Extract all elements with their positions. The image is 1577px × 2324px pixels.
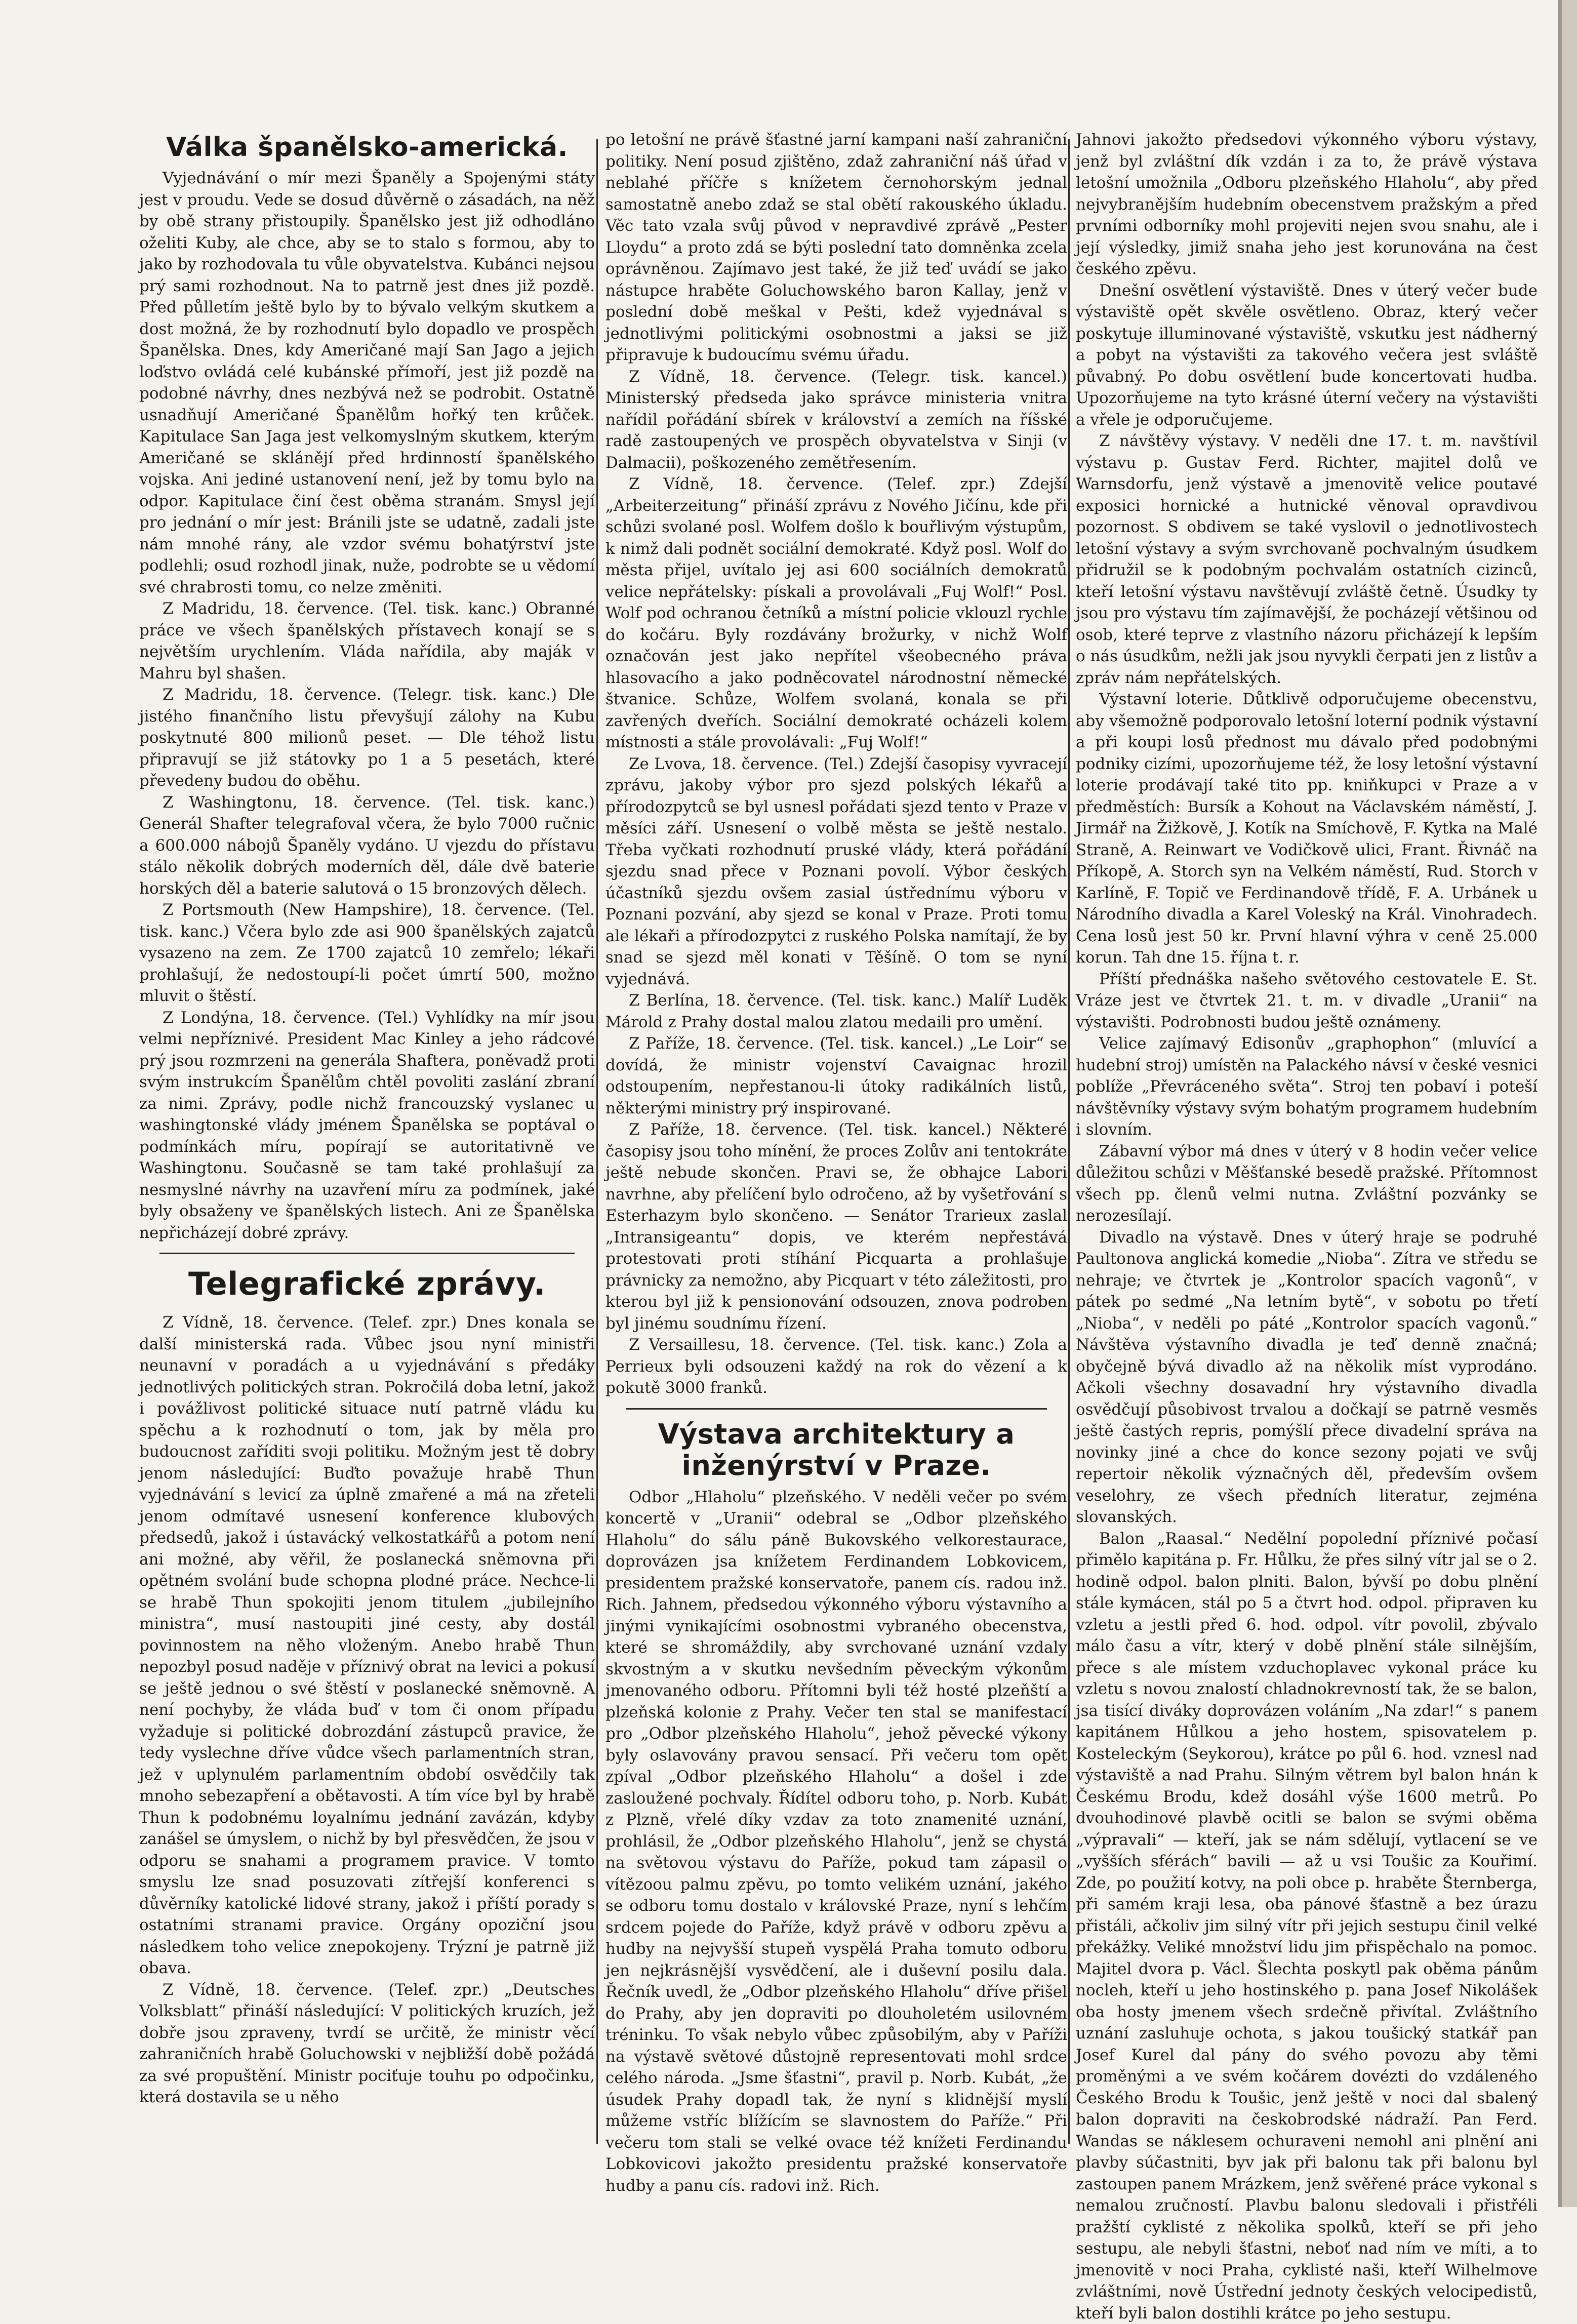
- column-rule-2: [1068, 139, 1070, 2144]
- article-paragraph: Divadlo na výstavě. Dnes v úterý hraje se podruhé Paultonova anglická komedie „Nioba“. Zítra ve středu se nehraje; ve čtvrtek je „Kontrolor spacích vagonů“, v pátek po sedmé „Na letním bytě“, v sobotu po třetí „Nioba“, v neděli po páté „Kontrolor spacích vagonů.“ Návštěva výstavního divadla je teď denně značná; obyčejně bývá divadlo až na několik míst vyprodáno. Ačkoli všechny dosavadní hry výstavního divadla osvědčují působivost trvalou a dočkají se patrně vesměs ještě častých repris, pomýšlí přece divadelní správa na novinky jiné a chce do konce sezony pojati ve svůj repertoir několik význačných děl, především ovšem veselohry, ze všech předních literatur, zejména slovanských.: [1076, 1227, 1538, 1528]
- section-divider: [626, 1408, 1047, 1410]
- section-divider: [159, 1253, 575, 1254]
- article-telegrams-continued: [605, 129, 1067, 1399]
- article-paragraph: Ze Lvova, 18. července. (Tel.) Zdejší časopisy vyvracejí zprávu, jakoby výbor pro sjezd polských lékařů a přírodozpytců se byl usnesl pořádati sjezd tento v Praze v měsíci září. Usnesení o volbě města se ještě nestalo. Třeba vyčkati rozhodnutí pruské vlády, která pořádání sjezdu snad přece v Poznani povolí. Výbor českých účastníků sjezdu ovšem zasial ústřednímu výboru v Poznani pozvání, aby sjezd se konal v Praze. Proti tomu ale lékaři a přírodozpytci z ruského Polska namítají, že by snad se sjezd měl konati v Těšíně. O tom se nyní vyjednává.: [605, 753, 1067, 990]
- article-paragraph: Z Vídně, 18. července. (Telef. zpr.) Dnes konala se další ministerská rada. Vůbec jsou nyní ministři neunavní v poradách a u vyjednávání s předáky jednotlivých politických stran. Pokročilá doba letní, jakož i povážlivost politické situace nutí patrně vládu ku spěchu a k rozhodnutí o tom, jak by měla pro budoucnost zaříditi svoji politiku. Možným jest tě dobry jenom následující: Buďto považuje hrabě Thun vyjednávání s levicí za úplně zmařené a má na zřeteli jenom odmítavé usnesení konference klubových předsedů, jakož i ústavácký velkostatkářů a potom není ani možné, aby věřil, že poslanecká sněmovna při opětném svolání bude schopna plodné práce. Nechce-li se hrabě Thun spokojiti jenom titulem „jubilejního ministra“, musí nastoupiti jiné cesty, aby dostál povinnostem na něho vloženým. Anebo hrabě Thun nepozbyl posud naděje v příznivý obrat na levici a pokusí se ještě jednou o své štěstí v poslanecké sněmovně. A není pochyby, že vláda buď v tom či onom případu vyžaduje si politické dobrozdání zástupců pravice, že tedy vyslechne dříve vůdce všech parlamentních stran, jež v uplynulém parlamentním období osvědčily tak mnoho sebezapření a obětavosti. A tím více byl by hrabě Thun k podobnému loyalnímu jednání zavázán, kdyby zanášel se úmyslem, o nichž by byl přesvědčen, že jsou v odporu se snahami a programem pravice. V tomto smyslu lze snad posuzovati zítřejší konferenci s důvěrníky katolické lidové strany, jakož i příští porady s ostatními stranami pravice. Orgány opoziční jsou následkem toho velice znepokojeny. Trýzní je patrně již obava.: [139, 1312, 595, 1979]
- article-paragraph: Příští přednáška našeho světového cestovatele E. St. Vráze jest ve čtvrtek 21. t. m. v divadle „Uranii“ na výstavišti. Podrobnosti budou ještě oznámeny.: [1076, 969, 1538, 1033]
- article-paragraph: Z Washingtonu, 18. července. (Tel. tisk. kanc.) Generál Shafter telegrafoval včera, že bylo 7000 ručnic a 600.000 nábojů Španěly vydáno. U vjezdu do přístavu stálo několik dobrých moderních děl, dále dvě baterie horských děl a baterie salutová o 15 bronzových dělech.: [139, 792, 595, 900]
- article-paragraph: Z Paříže, 18. července. (Tel. tisk. kancel.) Některé časopisy jsou toho mínění, že proces Zolův ani tentokráte ještě nebude skončen. Pravi se, že obhajce Labori navrhne, aby přelíčení bylo odročeno, až by vyšetřování s Esterhazym bylo skončeno. — Senátor Trarieux zaslal „Intransigeantu“ dopis, ve kterém nepřestává protestovati proti stíhání Picquarta a prohlašuje právnicky za nemožno, aby Picquart v této záležitosti, pro kterou byl již k pensionování odsouzen, znova podroben byl jinému soudnímu řízení.: [605, 1119, 1067, 1334]
- article-paragraph: Odbor „Hlaholu“ plzeňského. V neděli večer po svém koncertě v „Uranii“ odebral se „Odbor plzeňského Hlaholu“ do sálu páně Bukovského velkorestaurace, doprovázen jsa knížetem Ferdinandem Lobkovicem, presidentem pražské konservatoře, panem cís. radou inž. Rich. Jahnem, předsedou výkonného výboru výstavního a jinými vynikajícími osobnostmi vybraného obecenstva, které se shromáždily, aby svrchované uznání vzdaly skvostným a v skutku nevšedním pěveckým výkonům jmenovaného odboru. Přítomni byli též hosté plzeňští a plzeňská kolonie z Prahy. Večer ten stal se manifestací pro „Odbor plzeňského Hlaholu“, jehož pěvecké výkony byly oslavovány pravou sensací. Při večeru tom opět zpíval „Odbor plzeňského Hlaholu“ a došel i zde zasloužené pochvaly. Řídítel odboru toho, p. Norb. Kubát z Plzně, vřelé díky vzdav za toto znamenité uznání, prohlásil, že „Odbor plzeňského Hlaholu“, jenž se chystá na světovou výstavu do Paříže, pokud tam zápasil o vítězoou palmu zpěvu, po tomto velikém uznání, jakého se odboru tomu dostalo v královské Praze, nyní s lehčím srdcem pojede do Paříže, když právě v odboru zpěvu a hudby na nejvyšší stupeň vyspělá Praha tomuto odboru jen nejkrásnější vysvědčení, ale i duševní posilu dala. Řečník uvedl, že „Odbor plzeňského Hlaholu“ dříve přišel do Prahy, aby jen dopraviti po dlouholetém usilovném tréninku. To však nebylo vůbec způsobilým, aby v Paříži na výstavě světové důstojně representovati mohl srdce celého národa. „Jsme šťastni“, pravil p. Norb. Kubát, „že úsudek Prahy dopadl tak, že nyní s klidnější myslí můžeme vstříc blížícím se slavnostem do Paříže.“ Při večeru tom stali se velké ovace též knížeti Ferdinandu Lobkovicovi jakožto presidentu pražské konservatoře hudby a panu cís. radovi inž. Rich.: [605, 1487, 1067, 2197]
- article-exhibition: [605, 1419, 1067, 2197]
- binding-strip: [1562, 0, 1577, 2207]
- article-paragraph: Z Madridu, 18. července. (Tel. tisk. kanc.) Obranné práce ve všech španělských přístavech konají se s největším urychlením. Vláda nařídila, aby maják v Mahru byl shašen.: [139, 598, 595, 684]
- article-paragraph: Vyjednávání o mír mezi Španěly a Spojenými státy jest v proudu. Vede se dosud důvěrně o zásadách, na něž by obě strany přistoupily. Španělsko jest již odhodláno oželiti Kuby, ale chce, aby se to stalo s formou, aby to jako by rozhodovala tu vůle obyvatelstva. Kubánci nejsou prý sami rozhodnout. Na to patrně jest dnes již pozdě. Před půlletím ještě bylo by to bývalo velkým skutkem a dost možná, že by rozhodnutí bylo dopadlo ve prospěch Španělska. Dnes, kdy Američané mají San Jago a jejich loďstvo ovládá celé kubánské přímoří, jest již pozdě na podobné návrhy, dnes nezbývá než se podrobit. Ostatně usnadňují Američané Španělům hořký ten krůček. Kapitulace San Jaga jest velkomyslným skutkem, kterým Američané se sklánějí před hrdinností španělského vojska. Ani jediné ustanovení není, jež by tomu bylo na odpor. Kapitulace činí čest oběma stranám. Smysl její pro jednání o mír jest: Bránili jste se udatně, zadali jste nám mnohé rány, ale vzdor svému bohatýrství jste podlehli; osud rozhodl jinak, nuže, podrobte se u vědomí své chrabrosti tomu, co nelze změniti.: [139, 168, 595, 598]
- article-paragraph: Z Paříže, 18. července. (Tel. tisk. kancel.) „Le Loir“ se dovídá, že ministr vojenství Cavaignac hrozil odstoupením, nepřestanou-li útoky radikálních listů, některými ministry prý inspirované.: [605, 1033, 1067, 1119]
- column-3: [1076, 129, 1538, 2149]
- article-title: Telegrafické zprávy.: [139, 1265, 595, 1303]
- article-title: Válka španělsko-americká.: [139, 132, 595, 163]
- article-paragraph: Dnešní osvětlení výstaviště. Dnes v úterý večer bude výstaviště opět skvěle osvětleno. Obraz, který večer poskytuje illuminované výstaviště, vskutku jest nádherný a pobyt na výstavišti za takového večera jest svláště půvabný. Po dobu osvětlení bude koncertovati hudba. Upozorňujeme na tyto krásné úterní večery na výstavišti a vřele je odporučujeme.: [1076, 280, 1538, 431]
- article-paragraph: Z Versaillesu, 18. července. (Tel. tisk. kanc.) Zola a Perrieux byli odsouzeni každý na rok do vězení a k pokutě 3000 franků.: [605, 1334, 1067, 1399]
- article-paragraph: Velice zajímavý Edisonův „graphophon“ (mluvící a hudební stroj) umístěn na Palackého návsí v české vesnici poblíže „Převráceného světa“. Stroj ten pobaví i poteší návštěvníky výstavy svým bohatým programem hudebním i slovním.: [1076, 1033, 1538, 1141]
- article-paragraph: Z návštěvy výstavy. V neděli dne 17. t. m. navštívil výstavu p. Gustav Ferd. Richter, majitel dolů ve Warnsdorfu, jenž výstavě a jmenovitě velice poutavé exposici hornické a hutnické věnoval opravdivou pozornost. S obdivem se také vyslovil o jednotlivostech letošní výstavy a svým svrchovaně pochvalným úsudkem přidružil se k podobným pochvalám ostatních cizinců, kteří letošní výstavu navštěvují zvláště četně. Úsudky ty jsou pro výstavu tím zajímavější, že pocházejí většinou od osob, které teprve z vlastního názoru přicházejí k lepším o nás úsudkům, nežli jak jsou nyvykli čerpati jen z listův a zpráv nám nepřátelských.: [1076, 430, 1538, 689]
- column-1: [139, 129, 595, 2149]
- article-paragraph: Z Vídně, 18. července. (Telef. zpr.) „Deutsches Volksblatt“ přináší následující: V politických kruzích, jež dobře jsou zpraveny, tvrdí se určitě, že ministr věcí zahraničních hrabě Goluchowski v nejbližší době požádá za své propuštění. Ministr pociťuje touhu po odpočinku, která dostavila se u něho: [139, 1979, 595, 2108]
- article-paragraph: Z Berlína, 18. července. (Tel. tisk. kanc.) Malíř Luděk Márold z Prahy dostal malou zlatou medaili pro umění.: [605, 990, 1067, 1033]
- article-exhibition-continued: [1076, 129, 1538, 2324]
- article-paragraph: Z Vídně, 18. července. (Telef. zpr.) Zdejší „Arbeiterzeitung“ přináší zprávu z Nového Jičínu, kde při schůzi svolané posl. Wolfem došlo k bouřlivým výstupům, k nimž dali podnět sociální demokraté. Když posl. Wolf do města přijel, uvítalo jej asi 600 sociálních demokratů velice nepřátelsky: pískali a provolávali „Fuj Wolf!“ Posl. Wolf pod ochranou četníků a místní policie vklouzl rychle do kočáru. Byly rozdávány brožurky, v nichž Wolf označován jest jako nepřítel všeobecného práva hlasovacího a jako podněcovatel národnostní německé štvanice. Schůze, Wolfem svolaná, konala se při zavřených dveřích. Sociální demokraté ocházeli kolem místnosti a stále provolávali: „Fuj Wolf!“: [605, 473, 1067, 753]
- article-paragraph: po letošní ne právě šťastné jarní kampani naší zahraniční politiky. Není posud zjištěno, zdaž zahraniční náš úřad v neblahé příčře s knížetem černohorským jednal samostatně anebo zdaž se stal obětí rakouského úkladu. Věc tato vzala svůj původ v nepravdivé zprávě „Pester Lloydu“ a proto zdá se býti poslední tato domněnka zcela oprávněnou. Zajímavo jest také, že již teď uvádí se jako nástupce hraběte Goluchowského baron Kallay, jenž v poslední době meškal v Pešti, kdež vyjednával s jednotlivými politickými osobnostmi a jaksi se již připravuje k budoucímu svému úřadu.: [605, 129, 1067, 366]
- article-paragraph: Balon „Raasal.“ Nedělní popolední příznivé počasí přimělo kapitána p. Fr. Hůlku, že přes silný vítr jal se o 2. hodině odpol. balon plniti. Balon, bývší po dobu plnění stále kymácen, stál po 5 a čtvrt hod. odpol. připraven ku vzletu a jestli před 6. hod. odpol. vítr povolil, zbývalo málo času a vítr, který v době plnění stále silnějším, přece s ale místem vzduchoplavec vykonal práce ku vzletu s novou znalostí chladnokrevností tak, že se balon, jsa tisící diváky doprovázen voláním „Na zdar!“ s panem kapitánem Hůlkou a jeho hostem, spisovatelem p. Kosteleckým (Seykorou), krátce po půl 6. hod. vznesl nad výstaviště a nad Prahu. Silným větrem byl balon hnán k Českému Brodu, kdež dosáhl výše 1600 metrů. Po dvouhodinové plavbě ocitli se balon se svými oběma „výpravali“ — kteří, jak se nám sdělují, vytlacení se ve „vyšších sférách“ bavili — až u vsi Toušic za Kouřimí. Zde, po použití kotvy, na poli obce p. hraběte Šternberga, při samém kraji lesa, oba pánové šťastně a bez úrazu přistáli, ačkoliv jim silný vítr při jejich sestupu činil velké překážky. Veliké množství lidu jim přispěchalo na pomoc. Majitel dvora p. Václ. Šlechta poskytl pak oběma pánům nocleh, kteří u jeho hostinského p. pana Josef Nikolášek oba hosty jmenem všech srdečně přivítal. Zvláštního uznání zasluhuje ochota, s jakou toušický statkář pan Josef Kurel dal pány do svého povozu aby těmi proměnými a ve svém kočárem dovézti do vzdáleného Českého Brodu k Toušic, jenž ještě v noci dal sbalený balon dopraviti na českobrodské nádraží. Pan Ferd. Wandas se náklesem ochuraveni nemohl ani plnění ani plavby súčastniti, byv jak při balonu tak při balonu byl zastoupen panem Mrázkem, jenž svěřené práce vykonal s nemalou zručností. Plavbu balonu sledovali i přistřéli pražští cyklisté z několika spolků, kteří se při jeho sestupu, ale nebyli šťastni, neboť nad ním ve míti, a to jmenovitě v noci Praha, cyklisté naši, kteří Wilhelmove zvláštními, nově Ústřední jednoty českých velocipedistů, kteří byli balon dostihli krátce po jeho sestupu.: [1076, 1528, 1538, 2324]
- article-title: Výstava architektury a inženýrství v Praze.: [605, 1419, 1067, 1481]
- article-paragraph: Z Portsmouth (New Hampshire), 18. července. (Tel. tisk. kanc.) Včera bylo zde asi 900 španělských zajatců vysazeno na zem. Ze 1700 zajatců 10 zemřelo; lékaři prohlašují, že nedostoupí-li počet úmrtí 500, možno mluvit o štěstí.: [139, 899, 595, 1007]
- article-paragraph: Jahnovi jakožto předsedovi výkonného výboru výstavy, jenž byl zvláštní dík vzdán i za to, že právě výstava letošní umožnila „Odboru plzeňského Hlaholu“, aby před nejvybranějším hudebním obecenstvem pražským a před prvními odborníky mohl projeviti nejen svou snahu, ale i její výsledky, jimiž snaha jeho jest korunována na čest českého zpěvu.: [1076, 129, 1538, 280]
- column-2: [605, 129, 1067, 2149]
- article-paragraph: Zábavní výbor má dnes v úterý v 8 hodin večer velice důležitou schůzi v Měšťanské besedě pražské. Přítomnost všech pp. členů velmi nutna. Zvláštní pozvánky se nerozesílají.: [1076, 1141, 1538, 1227]
- column-rule-1: [596, 139, 598, 2144]
- article-paragraph: Z Madridu, 18. července. (Telegr. tisk. kanc.) Dle jistého finančního listu převyšují zálohy na Kubu poskytnuté 800 milionů peset. — Dle téhož listu připravují se již státovky po 1 a 5 pesetách, které převedeny budou do oběhu.: [139, 684, 595, 792]
- article-telegrams: [139, 1265, 595, 2108]
- article-paragraph: Výstavní loterie. Důtklivě odporučujeme obecenstvu, aby všemožně podporovalo letošní loterní podnik výstavní a při koupi losů přednost mu dávalo před podobnými podniky cizími, upozorňujeme též, že losy letošní výstavní loterie prodávají také tito pp. kniňkupci v Praze a v předměstích: Bursík a Kohout na Václavském náměstí, J. Jirmář na Žižkově, J. Kotík na Smíchově, F. Kytka na Malé Straně, A. Reinwart ve Vodičkově ulici, Frant. Řivnáč na Příkopě, A. Storch syn na Velkém náměstí, Rud. Storch v Karlíně, F. Topič ve Ferdinandově třídě, F. A. Urbánek u Národního divadla a Karel Voleský na Král. Vinohradech. Cena losů jest 50 kr. První hlavní výhra v ceně 25.000 korun. Tah dne 15. října t. r.: [1076, 689, 1538, 969]
- article-paragraph: Z Londýna, 18. července. (Tel.) Vyhlídky na mír jsou velmi nepříznivé. President Mac Kinley a jeho rádcové prý jsou rozmrzeni na generála Shaftera, poněvadž proti svým instrukcím Španělům chtěl povoliti zaslání zbraní za nimi. Zprávy, podle nichž francouzský vyslanec u washingtonské vlády jménem Španělska se poptával o podmínkách míru, popírají se autoritativně ve Washingtonu. Současně se tam také prohlašují za nesmyslné návrhy na uzavření míru za podmínek, jaké byly obsaženy ve španělských listech. Ani ze Španělska nepřicházejí dobré zprávy.: [139, 1007, 595, 1244]
- binding-edge: [1558, 0, 1562, 2207]
- article-war: [139, 132, 595, 1244]
- article-paragraph: Z Vídně, 18. července. (Telegr. tisk. kancel.) Ministerský předseda jako správce ministeria vnitra nařídil pořádání sbírek v království a zemích na říšské radě zastoupených ve prospěch obyvatelstva v Sinji (v Dalmacii), poškozeného zemětřesením.: [605, 366, 1067, 474]
